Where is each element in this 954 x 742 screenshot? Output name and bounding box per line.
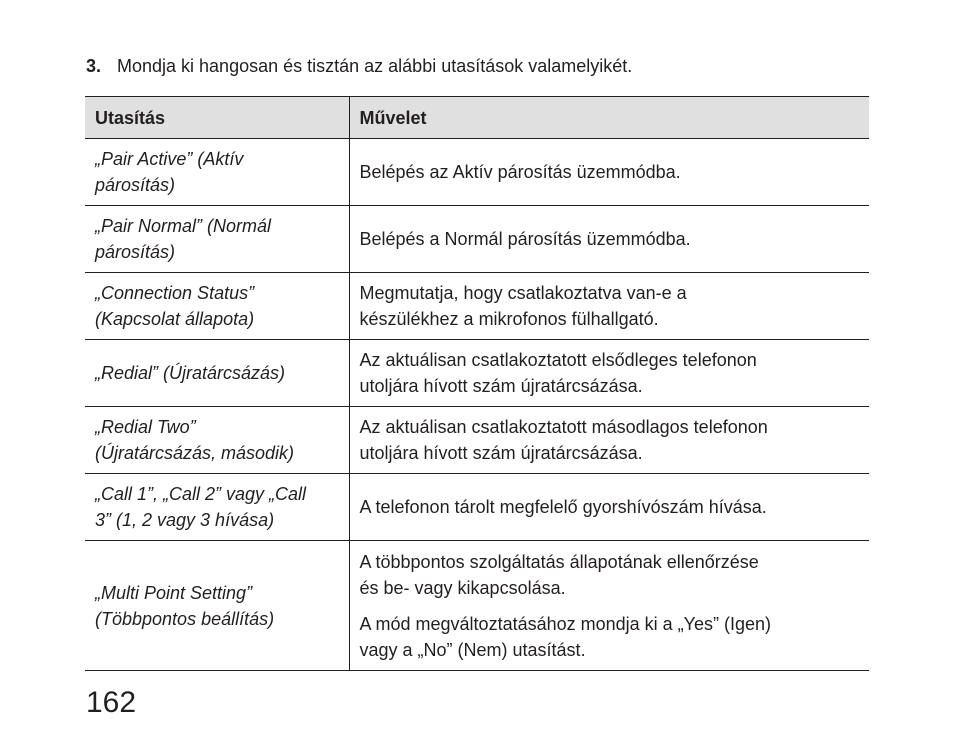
command-cell — [85, 340, 349, 407]
action-cell — [349, 407, 869, 474]
step-number: 3. — [86, 56, 102, 76]
action-cell — [349, 139, 869, 206]
command-line: „Pair Normal” (Normál — [95, 216, 272, 236]
table-row — [85, 206, 869, 273]
action-line: A mód megváltoztatásához mondja ki a „Yes” (Igen) — [359, 613, 772, 634]
action-line: utoljára hívott szám újratárcsázása. — [359, 443, 643, 463]
action-cell — [349, 206, 869, 273]
table-header-row — [85, 97, 869, 139]
command-cell — [85, 206, 349, 273]
command-cell — [85, 273, 349, 340]
table-row — [85, 474, 869, 541]
action-line: utoljára hívott szám újratárcsázása. — [359, 376, 643, 396]
table-row — [85, 340, 869, 407]
command-line: párosítás) — [95, 242, 176, 262]
step-text: Mondja ki hangosan és tisztán az alábbi utasítások valamelyikét. — [117, 56, 633, 76]
table-row — [85, 273, 869, 340]
command-cell — [85, 407, 349, 474]
table-row — [85, 407, 869, 474]
action-paragraph — [360, 549, 860, 601]
action-line: Az aktuálisan csatlakoztatott másodlagos telefonon — [359, 417, 768, 437]
command-line: (Újratárcsázás, második) — [95, 443, 295, 463]
action-cell — [349, 474, 869, 541]
action-cell — [349, 541, 869, 671]
action-line: és be- vagy kikapcsolása. — [359, 577, 566, 598]
command-line: „Call 1”, „Call 2” vagy „Call — [95, 484, 307, 504]
command-line: 3” (1, 2 vagy 3 hívása) — [95, 510, 275, 530]
action-line: Megmutatja, hogy csatlakoztatva van-e a — [359, 283, 687, 303]
action-line: Az aktuálisan csatlakoztatott elsődleges telefonon — [359, 350, 757, 370]
command-line: „Multi Point Setting” — [95, 582, 253, 603]
command-cell — [85, 474, 349, 541]
command-line: „Redial” (Újratárcsázás) — [95, 363, 286, 383]
table-row — [85, 541, 869, 671]
command-line: (Kapcsolat állapota) — [95, 309, 255, 329]
command-cell — [85, 139, 349, 206]
action-line: Belépés az Aktív párosítás üzemmódba. — [359, 162, 681, 182]
action-line: A többpontos szolgáltatás állapotának ellenőrzése — [359, 551, 759, 572]
command-line: „Connection Status” — [95, 283, 255, 303]
table-row — [85, 139, 869, 206]
action-line: Belépés a Normál párosítás üzemmódba. — [359, 229, 691, 249]
action-line: készülékhez a mikrofonos fülhallgató. — [359, 309, 659, 329]
action-note-paragraph — [360, 611, 860, 663]
action-cell — [349, 340, 869, 407]
instruction-step — [86, 55, 632, 77]
voice-command-table — [85, 96, 869, 671]
command-line: (Többpontos beállítás) — [95, 608, 275, 629]
command-cell — [85, 541, 349, 671]
action-line: A telefonon tárolt megfelelő gyorshívószám hívása. — [359, 497, 767, 517]
column-header-command: Utasítás — [85, 97, 349, 139]
command-line: „Redial Two” — [95, 417, 196, 437]
page-number: 162 — [86, 686, 137, 719]
command-line: „Pair Active” (Aktív — [95, 149, 244, 169]
column-header-action: Művelet — [349, 97, 869, 139]
action-cell — [349, 273, 869, 340]
command-line: párosítás) — [95, 175, 176, 195]
action-line: vagy a „No” (Nem) utasítást. — [359, 639, 586, 660]
